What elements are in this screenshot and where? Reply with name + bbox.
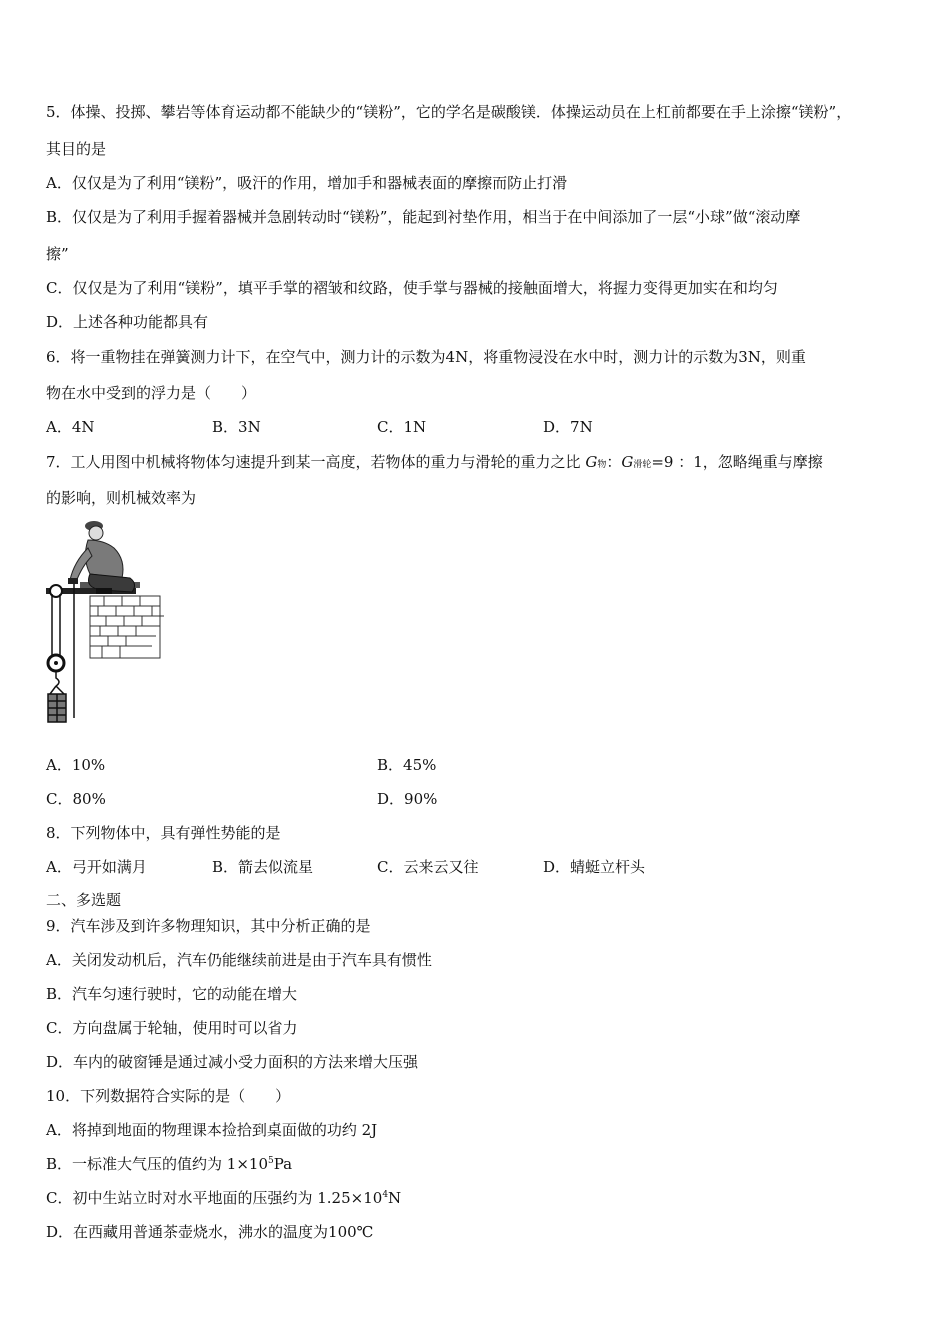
q6-option-d[interactable]: D．7N: [543, 418, 593, 436]
q6-stem-line1: 6．将一重物挂在弹簧测力计下，在空气中，测力计的示数为4N，将重物浸没在水中时，测力计的示数为3N，则重: [46, 348, 806, 366]
q7-option-a[interactable]: A．10%: [46, 756, 106, 774]
q8-option-b[interactable]: B．箭去似流星: [212, 858, 314, 876]
q8-stem: 8．下列物体中，具有弹性势能的是: [46, 824, 281, 842]
worker: [68, 521, 135, 594]
q9-option-d[interactable]: D．车内的破窗锤是通过减小受力面积的方法来增大压强: [46, 1053, 419, 1071]
q10-option-d[interactable]: D．在西藏用普通茶壶烧水，沸水的温度为100℃: [46, 1223, 374, 1241]
q7-stem-line1: 7．工人用图中机械将物体匀速提升到某一高度，若物体的重力与滑轮的重力之比 G物：G滑轮=9 ：1，忽略绳重与摩擦: [46, 453, 823, 471]
q5-option-c[interactable]: C．仅仅是为了利用“镁粉”，填平手掌的褶皱和纹路，使手掌与器械的接触面增大，将握力变得更加实在和均匀: [46, 279, 778, 297]
q8-option-c[interactable]: C．云来云又往: [377, 858, 479, 876]
q6-option-a[interactable]: A．4N: [46, 418, 95, 436]
q7-option-d[interactable]: D．90%: [377, 790, 438, 808]
q5-option-b-line1[interactable]: B．仅仅是为了利用手握着器械并急剧转动时“镁粉”，能起到衬垫作用，相当于在中间添加了一层“小球”做“滚动摩: [46, 208, 801, 226]
brick-wall: [90, 596, 164, 658]
q7-stem-line2: 的影响，则机械效率为: [46, 489, 197, 507]
q7-option-b[interactable]: B．45%: [377, 756, 437, 774]
load-bricks: [48, 686, 66, 722]
q8-option-a[interactable]: A．弓开如满月: [46, 858, 147, 876]
q6-stem-line2: 物在水中受到的浮力是（ ）: [46, 384, 257, 402]
q5-stem-line1: 5．体操、投掷、攀岩等体育运动都不能缺少的“镁粉”，它的学名是碳酸镁．体操运动员在上杠前都要在手上涂擦“镁粉”，: [46, 103, 852, 121]
section-heading-multiple-choice: 二、多选题: [46, 891, 122, 909]
q10-stem: 10．下列数据符合实际的是（ ）: [46, 1087, 291, 1105]
q7-option-c[interactable]: C．80%: [46, 790, 106, 808]
q9-option-a[interactable]: A．关闭发动机后，汽车仍能继续前进是由于汽车具有惯性: [46, 951, 432, 969]
q8-option-d[interactable]: D．蜻蜓立杆头: [543, 858, 646, 876]
q10-option-c[interactable]: C．初中生站立时对水平地面的压强约为 $1.25\times 10^4N$: [46, 1189, 402, 1207]
q5-option-a[interactable]: A．仅仅是为了利用“镁粉”，吸汗的作用，增加手和器械表面的摩擦而防止打滑: [46, 174, 568, 192]
q9-option-b[interactable]: B．汽车匀速行驶时，它的动能在增大: [46, 985, 298, 1003]
q9-stem: 9．汽车涉及到许多物理知识，其中分析正确的是: [46, 917, 371, 935]
q6-option-b[interactable]: B．3N: [212, 418, 261, 436]
worker-pulley-figure: [44, 518, 168, 728]
q10-option-a[interactable]: A．将掉到地面的物理课本捡拾到桌面做的功约 2J: [46, 1121, 378, 1139]
q10-option-b[interactable]: B．一标准大气压的值约为 $1\times 10^5Pa$: [46, 1155, 293, 1173]
q5-option-b-line2[interactable]: 擦”: [46, 245, 69, 263]
q6-option-c[interactable]: C．1N: [377, 418, 427, 436]
q9-option-c[interactable]: C．方向盘属于轮轴，使用时可以省力: [46, 1019, 298, 1037]
q5-stem-line2: 其目的是: [46, 140, 107, 158]
q5-option-d[interactable]: D．上述各种功能都具有: [46, 313, 209, 331]
